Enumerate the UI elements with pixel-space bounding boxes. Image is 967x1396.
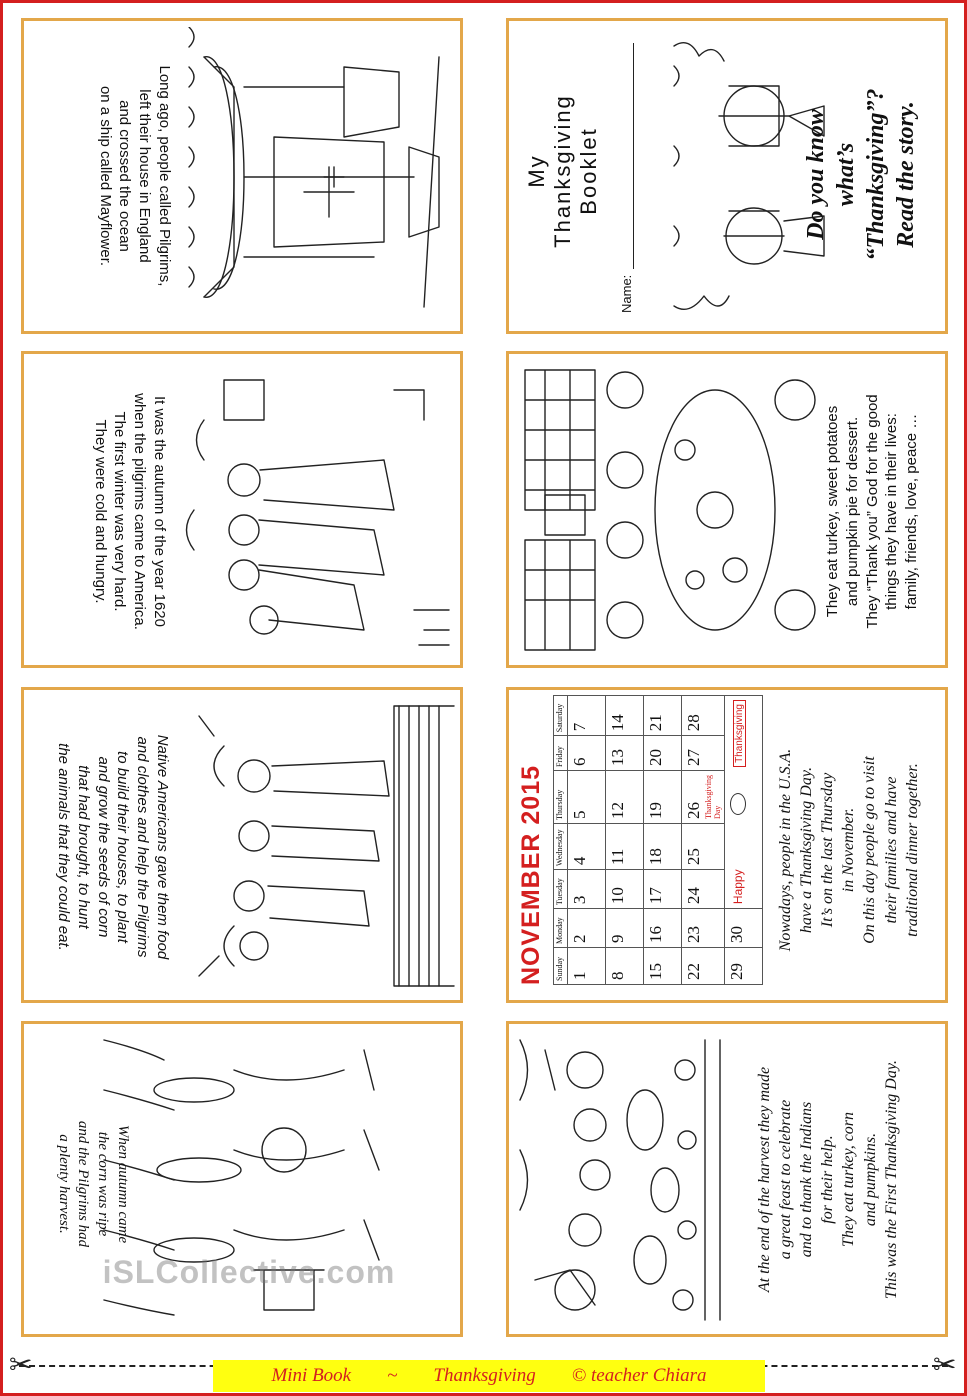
calendar-day: 14 [606, 696, 644, 736]
text-corn-harvest: When autumn came the corn was ripe and the Pilgrims had a plenty harvest. [55, 1120, 131, 1248]
calendar-day: 25 [682, 824, 725, 870]
weekday-thursday: Thursday [554, 771, 568, 824]
question-line1: Do you know [803, 109, 829, 240]
calendar-day: 28 [682, 696, 725, 736]
text-dinner: They eat turkey, sweet potatoes and pumpkin pie for dessert. They “Thank you” God for the good things they have in their lives: family, friends, love, peace … [824, 394, 921, 629]
thanksgiving-day-note: Thanksgiving Day [704, 775, 722, 820]
calendar-day: 19 [644, 771, 682, 824]
calendar-day: 18 [644, 824, 682, 870]
weekday-sunday: Sunday [554, 948, 568, 985]
footer-right: © teacher Chiara [571, 1365, 707, 1386]
scissors-icon-left: ✂ [9, 1348, 33, 1381]
calendar-day: 1 [568, 948, 606, 985]
calendar-day-thanksgiving [682, 771, 725, 824]
text-mayflower: Long ago, people called Pilgrims, left their house in England and crossed the ocean on a ship called Mayflower. [96, 65, 173, 287]
panel-calendar [506, 687, 948, 1003]
panel-mayflower [21, 18, 463, 334]
calendar-day: 3 [568, 870, 606, 909]
calendar-day: 20 [644, 736, 682, 771]
calendar-block [517, 695, 763, 995]
happy-text: Happy [731, 869, 745, 905]
text-nowadays: Nowadays, people in the U.S.A. have a Thanksgiving Day. It’s on the last Thursday in November. On this day people go to visit their families and have traditional dinner together. [777, 748, 921, 952]
footer-left: Mini Book [271, 1365, 352, 1386]
family-dinner-illustration [515, 360, 825, 660]
calendar-table [553, 695, 763, 985]
calendar-week-row [725, 696, 763, 985]
text-autumn-1620: It was the autumn of the year 1620 when the pilgrims came to America. The first winter was very hard. They were cold and hungry. [91, 393, 168, 630]
pilgrims-illustration [184, 360, 454, 660]
calendar-day: 29 [725, 948, 763, 985]
weekday-saturday: Saturday [554, 696, 568, 736]
watermark: iSLCollective.com [102, 1254, 396, 1290]
calendar-day: 17 [644, 870, 682, 909]
calendar-day: 7 [568, 696, 606, 736]
calendar-day: 27 [682, 736, 725, 771]
first-thanksgiving-feast-illustration [515, 1030, 745, 1330]
panel-dinner [506, 351, 948, 668]
cover-title-line2: Thanksgiving [550, 94, 575, 248]
question-line2: what’s [833, 142, 859, 207]
cover-title [524, 61, 602, 281]
calendar-day: 22 [682, 948, 725, 985]
calendar-day-number: 26 [684, 802, 703, 820]
calendar-weekday-row [554, 696, 568, 985]
calendar-day: 30 [725, 909, 763, 948]
calendar-day: 5 [568, 771, 606, 824]
panel-autumn-1620 [21, 351, 463, 668]
text-native-americans: Native Americans gave them food and clothes and help the Pilgrims to build their houses, to plant and grow the seeds of corn that had brought, to hunt the animals that they could eat. [55, 734, 171, 960]
calendar-day: 24 [682, 870, 725, 909]
question-line3: “Thanksgiving”? [863, 88, 889, 261]
calendar-day: 4 [568, 824, 606, 870]
calendar-week-row [568, 696, 606, 985]
footer-separator: ~ [387, 1365, 398, 1386]
calendar-day: 16 [644, 909, 682, 948]
mayflower-ship-illustration [184, 27, 454, 327]
calendar-week-row [682, 696, 725, 985]
calendar-day: 21 [644, 696, 682, 736]
panel-corn-harvest [21, 1021, 463, 1337]
calendar-day: 23 [682, 909, 725, 948]
calendar-day: 12 [606, 771, 644, 824]
calendar-day: 13 [606, 736, 644, 771]
cover-question [801, 32, 921, 317]
calendar-week-row [606, 696, 644, 985]
weekday-friday: Friday [554, 736, 568, 771]
footer-banner [213, 1360, 765, 1392]
native-americans-illustration [194, 696, 463, 996]
name-field[interactable] [619, 43, 634, 313]
weekday-tuesday: Tuesday [554, 870, 568, 909]
thanksgiving-banner: Thanksgiving [733, 700, 746, 767]
text-feast: At the end of the harvest they made a great feast to celebrate and to thank the Indians for their help. They eat turkey, corn and pumpkins. This was the First Thanksgiving Day. [756, 1059, 900, 1300]
pumpkin-icon [730, 793, 746, 815]
calendar-title: NOVEMBER 2015 [517, 764, 545, 985]
calendar-day: 9 [606, 909, 644, 948]
name-label: Name: [619, 274, 634, 313]
calendar-week-row [644, 696, 682, 985]
calendar-happy-cell [725, 696, 763, 909]
panel-feast [506, 1021, 948, 1337]
footer-middle: Thanksgiving [433, 1365, 536, 1386]
name-line[interactable] [620, 43, 634, 269]
weekday-wednesday: Wednesday [554, 824, 568, 870]
question-line4: Read the story. [893, 101, 919, 248]
calendar-day: 11 [606, 824, 644, 870]
cover-title-line1: My [524, 154, 549, 188]
calendar-day: 2 [568, 909, 606, 948]
calendar-day: 15 [644, 948, 682, 985]
calendar-day: 6 [568, 736, 606, 771]
weekday-monday: Monday [554, 909, 568, 948]
panel-native-americans [21, 687, 463, 1003]
calendar-day: 8 [606, 948, 644, 985]
scissors-icon-right: ✂ [933, 1348, 957, 1381]
cover-title-line3: Booklet [576, 127, 601, 215]
panel-cover [506, 18, 948, 334]
calendar-day: 10 [606, 870, 644, 909]
